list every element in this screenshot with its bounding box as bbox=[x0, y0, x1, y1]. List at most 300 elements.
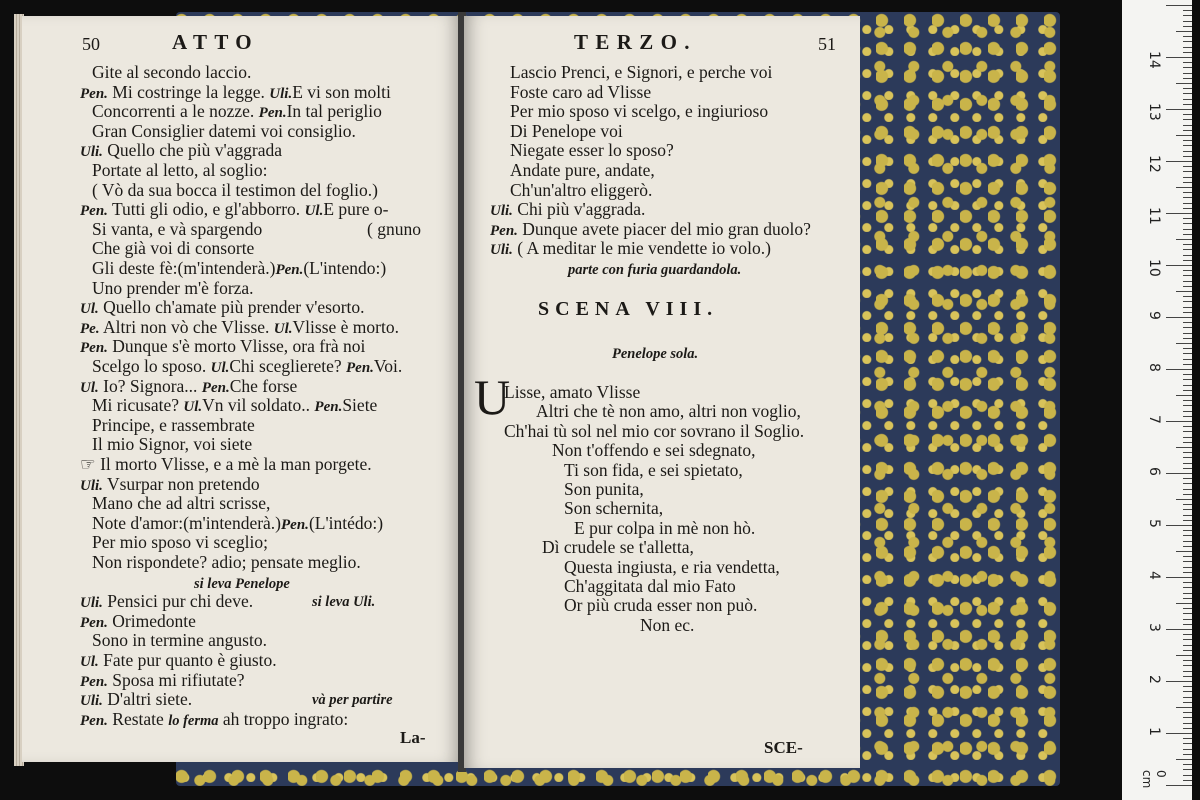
ruler-tick bbox=[1183, 255, 1192, 256]
ruler-tick bbox=[1176, 291, 1192, 292]
ruler-tick bbox=[1183, 572, 1192, 573]
ruler-tick bbox=[1183, 546, 1192, 547]
ruler-tick bbox=[1166, 421, 1192, 422]
verse-line: Ti son fida, e sei spietato, bbox=[564, 459, 743, 480]
speaker-name: Uli. bbox=[80, 693, 103, 710]
verse-line bbox=[92, 415, 255, 435]
ruler-number: 12 bbox=[1146, 155, 1162, 173]
line-text: Quello che più v'aggrada bbox=[107, 140, 282, 161]
ruler-tick bbox=[1176, 759, 1192, 760]
verse-line: Questa ingiusta, e ria vendetta, bbox=[564, 556, 780, 577]
ruler-tick bbox=[1183, 452, 1192, 453]
line-text: Principe, e rassembrate bbox=[92, 414, 255, 435]
line-text: Pensici pur chi deve. bbox=[107, 591, 254, 612]
ruler-tick bbox=[1183, 478, 1192, 479]
ruler-tick bbox=[1166, 629, 1192, 630]
line-text: Dunque avete piacer del mio gran duolo? bbox=[522, 218, 811, 239]
ruler-tick bbox=[1183, 608, 1192, 609]
speaker-name: Pe. bbox=[80, 320, 100, 337]
running-header: ATTO bbox=[172, 30, 259, 54]
ruler-tick bbox=[1176, 83, 1192, 84]
ruler-tick bbox=[1176, 603, 1192, 604]
ruler-tick bbox=[1183, 312, 1192, 313]
ruler-number: 2 bbox=[1146, 675, 1162, 684]
ruler-tick bbox=[1183, 275, 1192, 276]
ruler-tick bbox=[1183, 296, 1192, 297]
verse-line bbox=[92, 160, 267, 180]
verse-line bbox=[92, 493, 270, 513]
ruler-tick bbox=[1183, 489, 1192, 490]
line-text: Quello ch'amate più prender v'esorto. bbox=[103, 297, 365, 318]
line-text: Non rispondete? adio; pensate meglio. bbox=[92, 552, 361, 572]
ruler-tick bbox=[1183, 613, 1192, 614]
line-text: ( A meditar le mie vendette io volo.) bbox=[517, 238, 771, 259]
ruler-number: 4 bbox=[1146, 571, 1162, 580]
line-text: Foste caro ad Vlisse bbox=[510, 81, 652, 102]
line-text: Chi sceglierete? bbox=[229, 356, 346, 376]
ruler-tick bbox=[1183, 364, 1192, 365]
verse-line bbox=[510, 180, 652, 200]
ruler-tick bbox=[1183, 769, 1192, 770]
ruler-tick bbox=[1176, 31, 1192, 32]
line-text: Vlisse è morto. bbox=[292, 316, 399, 337]
ruler-tick bbox=[1183, 619, 1192, 620]
line-text: Andate pure, andate, bbox=[510, 160, 655, 180]
ruler-tick bbox=[1183, 712, 1192, 713]
ruler-tick bbox=[1176, 135, 1192, 136]
line-text: Io? Signora... bbox=[103, 375, 202, 396]
ruler-tick bbox=[1176, 239, 1192, 240]
ruler-tick bbox=[1183, 41, 1192, 42]
line-text: In tal periglio bbox=[286, 101, 382, 122]
line-text: Vsurpar non pretendo bbox=[106, 473, 260, 494]
verse-line: Dì crudele se t'alletta, bbox=[542, 537, 694, 558]
ruler-tick bbox=[1183, 561, 1192, 562]
stage-direction: và per partire bbox=[312, 692, 393, 709]
ruler-tick bbox=[1166, 473, 1192, 474]
speaker-name: Pen. bbox=[275, 262, 304, 278]
ruler-tick bbox=[1166, 681, 1192, 682]
character-heading: Penelope sola. bbox=[612, 346, 699, 362]
ruler-tick bbox=[1183, 738, 1192, 739]
right-page bbox=[464, 16, 860, 768]
running-header: TERZO. bbox=[574, 30, 697, 54]
line-text: Mano che ad altri scrisse, bbox=[92, 493, 271, 514]
ruler-tick bbox=[1183, 749, 1192, 750]
line-text: Dunque s'è morto Vlisse, ora frà noi bbox=[112, 336, 366, 357]
ruler-tick bbox=[1183, 754, 1192, 755]
speaker-name: Pen. bbox=[80, 712, 108, 729]
ruler-number: 14 bbox=[1146, 51, 1162, 69]
ruler-tick bbox=[1183, 426, 1192, 427]
ruler-tick bbox=[1183, 691, 1192, 692]
line-text: Gran Consiglier datemi voi consiglio. bbox=[92, 120, 356, 141]
ruler-tick bbox=[1183, 411, 1192, 412]
ruler-tick bbox=[1183, 88, 1192, 89]
ruler-number: 13 bbox=[1146, 103, 1162, 121]
speaker-name: Pen. bbox=[80, 673, 108, 690]
ruler-tick bbox=[1183, 114, 1192, 115]
continuation-text: ( gnuno bbox=[367, 218, 421, 239]
ruler-number: 6 bbox=[1146, 467, 1162, 476]
ruler-tick bbox=[1176, 447, 1192, 448]
ruler-tick bbox=[1183, 15, 1192, 16]
line-text: Per mio sposo vi scelgo, e ingiurioso bbox=[510, 101, 769, 122]
ruler-tick bbox=[1183, 764, 1192, 765]
ruler-tick bbox=[1183, 671, 1192, 672]
ruler-tick bbox=[1183, 593, 1192, 594]
ruler-tick bbox=[1183, 390, 1192, 391]
line-text: E pure o- bbox=[323, 199, 389, 220]
ruler-tick bbox=[1183, 400, 1192, 401]
verse-line bbox=[92, 238, 254, 258]
measurement-ruler bbox=[1122, 0, 1192, 800]
ruler-tick bbox=[1183, 494, 1192, 495]
ruler-tick bbox=[1166, 109, 1192, 110]
ruler-tick bbox=[1176, 499, 1192, 500]
ruler-tick bbox=[1183, 104, 1192, 105]
ruler-tick bbox=[1183, 587, 1192, 588]
ruler-number: 8 bbox=[1146, 363, 1162, 372]
ruler-tick bbox=[1183, 26, 1192, 27]
ruler-tick bbox=[1183, 281, 1192, 282]
ruler-tick bbox=[1183, 780, 1192, 781]
line-text: Ch'un'altro eliggerò. bbox=[510, 179, 653, 200]
ruler-tick bbox=[1183, 660, 1192, 661]
ruler-tick bbox=[1183, 286, 1192, 287]
ruler-tick bbox=[1183, 624, 1192, 625]
pointing-hand-icon: ☞ bbox=[80, 454, 101, 474]
verse-line: Altri che tè non amo, altri non voglio, bbox=[536, 401, 801, 422]
line-text: Niegate esser lo sposo? bbox=[510, 140, 674, 161]
ruler-tick bbox=[1183, 244, 1192, 245]
ruler-tick bbox=[1183, 177, 1192, 178]
line-text: Che forse bbox=[229, 375, 298, 396]
speaker-name: Pen. bbox=[258, 105, 287, 122]
ruler-tick bbox=[1183, 405, 1192, 406]
ruler-tick bbox=[1183, 702, 1192, 703]
ruler-tick bbox=[1166, 57, 1192, 58]
ruler-tick bbox=[1183, 676, 1192, 677]
verse-line bbox=[510, 160, 655, 180]
ruler-tick bbox=[1183, 416, 1192, 417]
ruler-tick bbox=[1183, 515, 1192, 516]
ruler-tick bbox=[1183, 463, 1192, 464]
line-text: Il mio Signor, voi siete bbox=[92, 434, 253, 455]
ruler-tick bbox=[1183, 182, 1192, 183]
ruler-tick bbox=[1183, 385, 1192, 386]
verse-line bbox=[510, 121, 623, 141]
ruler-tick bbox=[1166, 265, 1192, 266]
line-text: Tutti gli odio, e gl'abborro. bbox=[111, 199, 305, 220]
ruler-tick bbox=[1183, 556, 1192, 557]
verse-line: Son punita, bbox=[564, 479, 644, 499]
line-text: Chi più v'aggrada. bbox=[517, 199, 646, 220]
ruler-tick bbox=[1166, 161, 1192, 162]
speaker-name: Ul. bbox=[80, 301, 99, 318]
ruler-number: 1 bbox=[1146, 727, 1162, 736]
ruler-tick bbox=[1183, 270, 1192, 271]
verse-line: Ch'hai tù sol nel mio cor sovrano il Soglio. bbox=[504, 420, 805, 441]
ruler-tick bbox=[1183, 93, 1192, 94]
verse-line: E pur colpa in mè non hò. bbox=[574, 517, 756, 538]
ruler-tick bbox=[1183, 62, 1192, 63]
line-text: Il morto Vlisse, e a mè la man porgete. bbox=[100, 454, 372, 474]
scene-title: SCENA VIII. bbox=[538, 298, 719, 320]
verse-line bbox=[490, 238, 771, 260]
ruler-tick bbox=[1183, 99, 1192, 100]
ruler-tick bbox=[1183, 192, 1192, 193]
ruler-tick bbox=[1176, 707, 1192, 708]
line-text: Gli deste fè:(m'intenderà.) bbox=[92, 258, 276, 278]
verse-line bbox=[92, 219, 262, 239]
line-text: Gite al secondo laccio. bbox=[92, 62, 252, 82]
ruler-tick bbox=[1183, 145, 1192, 146]
speaker-name: Uli. bbox=[80, 477, 103, 494]
speaker-name: Ul. bbox=[80, 654, 99, 670]
ruler-tick bbox=[1183, 197, 1192, 198]
ruler-tick bbox=[1183, 598, 1192, 599]
ruler-tick bbox=[1183, 119, 1192, 120]
line-text: Sono in termine angusto. bbox=[92, 630, 267, 651]
speaker-name: Uli. bbox=[80, 595, 103, 612]
verse-line bbox=[92, 532, 268, 552]
line-text: Siete bbox=[342, 395, 378, 416]
ruler-tick bbox=[1183, 260, 1192, 261]
verse-line: Son schernita, bbox=[564, 498, 664, 519]
speaker-name: Pen. bbox=[201, 379, 230, 396]
catchword: La- bbox=[400, 728, 426, 747]
ruler-tick bbox=[1183, 73, 1192, 74]
ruler-tick bbox=[1183, 374, 1192, 375]
ruler-number: 7 bbox=[1146, 415, 1162, 424]
ruler-number: 10 bbox=[1146, 259, 1162, 277]
stage-direction: si leva Uli. bbox=[312, 594, 376, 611]
ruler-tick bbox=[1183, 223, 1192, 224]
ruler-tick bbox=[1183, 348, 1192, 349]
ruler-tick bbox=[1183, 322, 1192, 323]
ruler-tick bbox=[1176, 343, 1192, 344]
ruler-tick bbox=[1166, 5, 1192, 6]
ruler-tick bbox=[1176, 395, 1192, 396]
ruler-tick bbox=[1183, 520, 1192, 521]
ruler-tick bbox=[1183, 218, 1192, 219]
ruler-tick bbox=[1183, 723, 1192, 724]
page-number: 50 bbox=[82, 34, 100, 54]
line-text: Portate al letto, al soglio: bbox=[92, 160, 268, 180]
ruler-unit-label: 0 cm bbox=[1140, 770, 1168, 789]
ruler-tick bbox=[1183, 52, 1192, 53]
ruler-tick bbox=[1176, 551, 1192, 552]
ruler-tick bbox=[1183, 437, 1192, 438]
ruler-tick bbox=[1183, 509, 1192, 510]
line-text: Concorrenti a le nozze. bbox=[92, 101, 259, 122]
ruler-tick bbox=[1166, 733, 1192, 734]
line-text: Lascio Prenci, e Signori, e perche voi bbox=[510, 62, 773, 82]
line-text: Fate pur quanto è giusto. bbox=[103, 650, 277, 670]
ruler-tick bbox=[1183, 468, 1192, 469]
speaker-name: Pen. bbox=[80, 203, 108, 220]
speaker-name: Uli. bbox=[490, 203, 513, 220]
ruler-tick bbox=[1183, 530, 1192, 531]
line-text: D'altri siete. bbox=[107, 689, 193, 710]
ruler-tick bbox=[1183, 229, 1192, 230]
line-text: Per mio sposo vi sceglio; bbox=[92, 532, 268, 553]
catchword: SCE- bbox=[764, 738, 803, 757]
ruler-tick bbox=[1176, 187, 1192, 188]
ruler-tick bbox=[1183, 686, 1192, 687]
ruler-number: 11 bbox=[1146, 207, 1162, 225]
speaker-name: Uli. bbox=[490, 242, 513, 259]
verse-line bbox=[92, 180, 378, 200]
ruler-tick bbox=[1183, 36, 1192, 37]
ruler-tick bbox=[1183, 457, 1192, 458]
ruler-tick bbox=[1183, 10, 1192, 11]
line-text: Vn vil soldato.. bbox=[202, 395, 315, 416]
line-text: ah troppo ingrato: bbox=[218, 708, 349, 729]
verse-line bbox=[92, 62, 251, 82]
stage-direction: si leva Penelope bbox=[194, 575, 290, 592]
speaker-name: Ul. bbox=[183, 399, 203, 416]
ruler-tick bbox=[1183, 301, 1192, 302]
speaker-name: Ul. bbox=[273, 320, 293, 337]
ruler-number: 5 bbox=[1146, 519, 1162, 528]
inline-direction: lo ferma bbox=[168, 712, 219, 729]
line-text: Scelgo lo sposo. bbox=[92, 356, 211, 376]
ruler-tick bbox=[1183, 171, 1192, 172]
ruler-tick bbox=[1183, 504, 1192, 505]
line-text: Mi ricusate? bbox=[92, 395, 184, 416]
verse-line bbox=[92, 121, 356, 141]
verse-line bbox=[92, 630, 267, 650]
speaker-name: Pen. bbox=[80, 85, 108, 102]
line-text: (L'intendo:) bbox=[303, 258, 387, 278]
ruler-tick bbox=[1183, 140, 1192, 141]
ruler-tick bbox=[1166, 213, 1192, 214]
verse-line: Non ec. bbox=[640, 614, 695, 635]
speaker-name: Ul. bbox=[304, 203, 324, 220]
line-text: Orimedonte bbox=[112, 610, 196, 631]
ruler-tick bbox=[1183, 483, 1192, 484]
ruler-tick bbox=[1166, 785, 1192, 786]
ruler-tick bbox=[1183, 541, 1192, 542]
speaker-name: Pen. bbox=[80, 614, 108, 631]
ruler-tick bbox=[1166, 317, 1192, 318]
ruler-tick bbox=[1183, 151, 1192, 152]
line-text: ( Vò da sua bocca il testimon del foglio.) bbox=[92, 179, 378, 200]
stage-direction: parte con furia guardandola. bbox=[568, 262, 742, 278]
line-text: Di Penelope voi bbox=[510, 120, 623, 141]
ruler-tick bbox=[1176, 655, 1192, 656]
verse-line bbox=[92, 278, 254, 298]
page-number: 51 bbox=[818, 34, 836, 54]
ruler-tick bbox=[1183, 166, 1192, 167]
ruler-tick bbox=[1183, 78, 1192, 79]
line-text: Uno prender m'è forza. bbox=[92, 277, 254, 298]
ruler-number: 9 bbox=[1146, 311, 1162, 320]
ruler-tick bbox=[1183, 717, 1192, 718]
ruler-tick bbox=[1183, 535, 1192, 536]
ruler-tick bbox=[1166, 525, 1192, 526]
ruler-tick bbox=[1183, 379, 1192, 380]
verse-line bbox=[510, 101, 768, 121]
ruler-tick bbox=[1183, 665, 1192, 666]
verse-line bbox=[510, 140, 674, 160]
line-text: (L'intédo:) bbox=[308, 512, 384, 533]
ruler-tick bbox=[1183, 208, 1192, 209]
line-text: Note d'amor:(m'intenderà.) bbox=[92, 512, 282, 533]
speaker-name: Pen. bbox=[346, 360, 374, 376]
ruler-tick bbox=[1183, 353, 1192, 354]
speaker-name: Uli. bbox=[80, 144, 103, 161]
ruler-tick bbox=[1183, 125, 1192, 126]
ruler-tick bbox=[1183, 431, 1192, 432]
ruler-tick bbox=[1183, 333, 1192, 334]
drop-cap: U bbox=[474, 369, 511, 425]
speaker-name: Pen. bbox=[281, 516, 309, 533]
verse-line: Or più cruda esser non può. bbox=[564, 595, 758, 616]
ruler-tick bbox=[1183, 359, 1192, 360]
ruler-tick bbox=[1183, 645, 1192, 646]
verse-line bbox=[510, 62, 772, 82]
ruler-tick bbox=[1183, 634, 1192, 635]
ruler-tick bbox=[1183, 639, 1192, 640]
speaker-name: Ul. bbox=[210, 360, 230, 376]
verse-line: Lisse, amato Vlisse bbox=[504, 382, 641, 402]
line-text: Mi costringe la legge. bbox=[112, 81, 270, 102]
ruler-tick bbox=[1166, 577, 1192, 578]
verse-line: Ch'aggitata dal mio Fato bbox=[564, 576, 736, 596]
ruler-tick bbox=[1183, 743, 1192, 744]
ruler-tick bbox=[1183, 728, 1192, 729]
ruler-tick bbox=[1183, 697, 1192, 698]
line-text: E vi son molti bbox=[292, 81, 391, 102]
speaker-name: Uli. bbox=[269, 85, 293, 102]
line-text: Restate bbox=[112, 708, 169, 729]
ruler-tick bbox=[1183, 234, 1192, 235]
ruler-tick bbox=[1183, 338, 1192, 339]
ruler-tick bbox=[1183, 67, 1192, 68]
verse-line bbox=[80, 709, 348, 731]
ruler-tick bbox=[1183, 567, 1192, 568]
verse-line bbox=[80, 454, 372, 474]
verse-line: Non t'offendo e sei sdegnato, bbox=[552, 440, 756, 461]
ruler-tick bbox=[1183, 442, 1192, 443]
line-text: Voi. bbox=[373, 356, 403, 376]
speaker-name: Pen. bbox=[490, 222, 518, 239]
ruler-tick bbox=[1166, 369, 1192, 370]
speaker-name: Ul. bbox=[80, 379, 99, 396]
ruler-tick bbox=[1183, 156, 1192, 157]
ruler-tick bbox=[1183, 327, 1192, 328]
line-text: Sposa mi rifiutate? bbox=[112, 669, 245, 690]
ruler-tick bbox=[1183, 47, 1192, 48]
line-text: Che già voi di consorte bbox=[92, 238, 255, 259]
ruler-tick bbox=[1183, 130, 1192, 131]
ruler-tick bbox=[1183, 650, 1192, 651]
ruler-number: 3 bbox=[1146, 623, 1162, 632]
verse-line bbox=[510, 82, 651, 102]
ruler-tick bbox=[1183, 307, 1192, 308]
ruler-tick bbox=[1183, 203, 1192, 204]
left-page bbox=[22, 16, 460, 762]
ruler-tick bbox=[1183, 582, 1192, 583]
verse-line bbox=[92, 552, 361, 572]
ruler-tick bbox=[1183, 21, 1192, 22]
speaker-name: Pen. bbox=[80, 340, 108, 357]
line-text: Altri non vò che Vlisse. bbox=[103, 316, 274, 337]
line-text: Si vanta, e và spargendo bbox=[92, 218, 263, 239]
